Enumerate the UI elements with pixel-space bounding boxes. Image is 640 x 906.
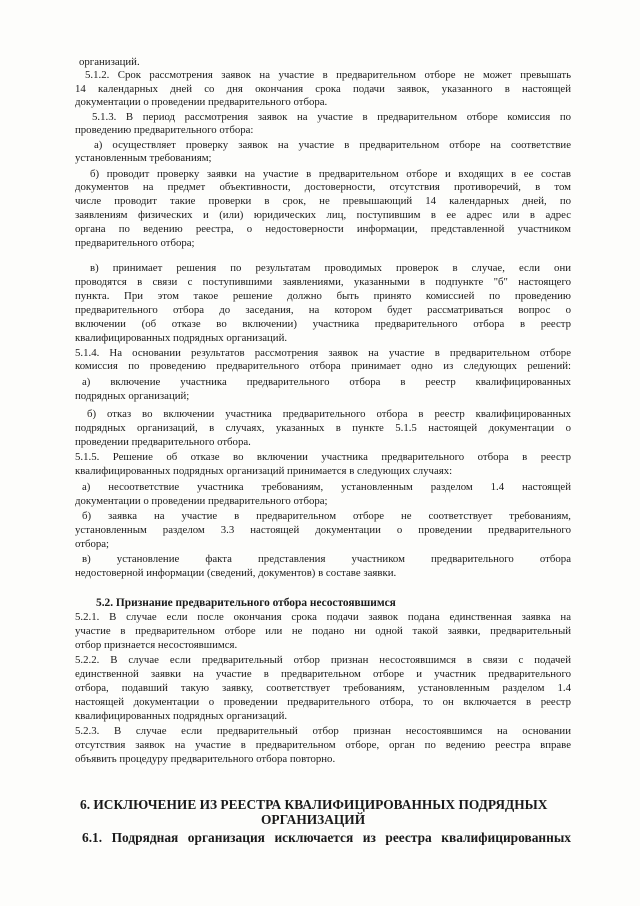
text-line: а) осуществляет проверку заявок на участие в предварительном отборе на соответствие (94, 139, 571, 151)
text-line: проводятся в связи с поступившими заявлениями, указанными в подпункте "б" настоящего (75, 276, 571, 288)
text-line: 6.1. Подрядная организация исключается из реестра квалифицированных (82, 830, 571, 845)
text-line: предварительного отбора; (75, 237, 195, 249)
text-line: 5.1.4. На основании результатов рассмотрения заявок на участие в предварительном отборе (75, 347, 571, 359)
text-line: органа по ведению реестра, о недостоверности информации, представленной участником (75, 223, 571, 235)
text-line: 5.1.3. В период рассмотрения заявок на участие в предварительном отборе комиссия по (92, 111, 571, 123)
text-line: предварительного отбора до заседания, на котором будет рассматриваться вопрос о (75, 304, 571, 316)
text-line: недостоверной информации (сведений, документов) в составе заявки. (75, 567, 397, 579)
chapter-heading: 6. ИСКЛЮЧЕНИЕ ИЗ РЕЕСТРА КВАЛИФИЦИРОВАННЫХ ПОДРЯДНЫХ (80, 797, 548, 812)
text-line: установленным разделом 3.3 настоящей документации о проведении предварительного (75, 524, 571, 536)
text-line: настоящей документации о проведении предварительного отбора, то он включается в реестр (75, 696, 571, 708)
text-line: 14 календарных дней со дня окончания срока подачи заявок, указанного в настоящей (75, 83, 571, 95)
text-line: установленным требованиям; (75, 152, 212, 164)
section-heading: 5.2. Признание предварительного отбора несостоявшимся (96, 597, 396, 609)
text-line: подрядных организаций, в случаях, указанных в пункте 5.1.5 настоящей документации о (75, 422, 571, 434)
text-line: документации о проведении предварительного отбора; (75, 495, 328, 507)
text-line: документов на предмет объективности, достоверности, отсутствия противоречий, в том (75, 181, 571, 193)
text-line: проведении предварительного отбора. (75, 436, 251, 448)
text-line: а) несоответствие участника требованиям, установленным разделом 1.4 настоящей (82, 481, 571, 493)
text-line: 5.2.2. В случае если предварительный отбор признан несостоявшимся в связи с подачей (75, 654, 571, 666)
text-line: б) заявка на участие в предварительном отборе не соответствует требованиям, (82, 510, 571, 522)
text-line: комиссия по проведению предварительного отбора принимает одно из следующих решений: (75, 360, 571, 372)
text-line: объявить процедуру предварительного отбора повторно. (75, 753, 336, 765)
text-line: квалифицированных подрядных организаций. (75, 332, 288, 344)
text-line: в) установление факта представления участником предварительного отбора (82, 553, 571, 565)
text-line: б) отказ во включении участника предварительного отбора в реестр квалифицированных (87, 408, 571, 420)
text-line: отбора; (75, 538, 110, 550)
text-line: единственной заявки на участие в предварительном отборе и участник предварительного (75, 668, 571, 680)
text-line: 5.2.3. В случае если предварительный отбор признан несостоявшимся на основании (75, 725, 571, 737)
text-line: подрядных организаций; (75, 390, 190, 402)
text-line: отсутствия заявок на участие в предварительном отборе, орган по ведению реестра вправе (75, 739, 571, 751)
text-line: 5.1.2. Срок рассмотрения заявок на участие в предварительном отборе не может превышать (85, 69, 571, 81)
text-line: числе проводит такие проверки в срок, не превышающий 14 календарных дней, по (75, 195, 571, 207)
text-line: а) включение участника предварительного отбора в реестр квалифицированных (82, 376, 571, 388)
text-line: пункта. При этом такое решение должно быть принято комиссией по проведению (75, 290, 571, 302)
chapter-heading: ОРГАНИЗАЦИЙ (261, 812, 366, 827)
text-line: документации о проведении предварительного отбора. (75, 96, 328, 108)
text-line: включении (об отказе во включении) участника предварительного отбора в реестр (75, 318, 571, 330)
text-line: участие в предварительном отборе или не подано ни одной такой заявки, предварительный (75, 625, 571, 637)
text-line: организаций. (79, 56, 140, 68)
text-line: квалифицированных подрядных организаций. (75, 710, 288, 722)
text-line: 5.2.1. В случае если после окончания срока подачи заявок подана единственная заявка на (75, 611, 571, 623)
text-line: заявлениям физических и (или) юридических лиц, поступившим в ее адрес или в адрес (75, 209, 571, 221)
text-line: отбор признается несостоявшимся. (75, 639, 238, 651)
text-line: б) проводит проверку заявки на участие в предварительном отборе и входящих в ее состав (90, 168, 571, 180)
text-line: в) принимает решения по результатам проводимых проверок в случае, если они (90, 262, 571, 274)
text-line: отбора, подавший такую заявку, соответствует требованиям, установленным разделом 1.4 (75, 682, 571, 694)
text-line: проведению предварительного отбора: (75, 124, 254, 136)
text-line: квалифицированных подрядных организаций принимается в следующих случаях: (75, 465, 453, 477)
text-line: 5.1.5. Решение об отказе во включении участника предварительного отбора в реестр (75, 451, 571, 463)
